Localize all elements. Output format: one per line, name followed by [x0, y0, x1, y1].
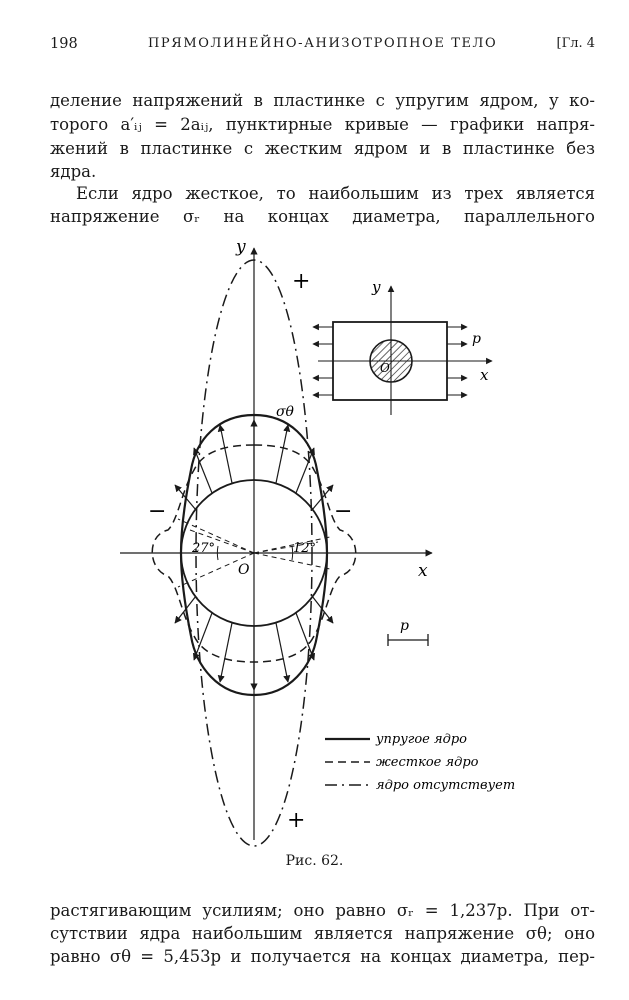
- inset-plate: [313, 278, 492, 415]
- minus-sign-left: −: [148, 499, 167, 524]
- inset-origin-label: O: [380, 361, 390, 375]
- legend-label-rigid: жесткое ядро: [376, 755, 479, 770]
- text-line: торого a′ᵢⱼ = 2aᵢⱼ, пунктирные кривые — графики напря-: [50, 115, 595, 134]
- plus-sign-bottom: +: [287, 808, 306, 833]
- figure-62: [0, 230, 629, 850]
- text-line: жений в пластинке с жестким ядром и в пластинке без: [50, 139, 595, 158]
- sigma-theta-label: σθ: [276, 404, 294, 420]
- legend: [325, 732, 515, 793]
- figure-caption: Рис. 62.: [285, 853, 344, 869]
- legend-label-elastic: упругое ядро: [376, 732, 467, 747]
- origin-label: O: [238, 562, 250, 578]
- text-line: растягивающим усилиям; оно равно σᵣ = 1,237p. При от-: [50, 901, 595, 920]
- inset-load-label: p: [472, 331, 481, 347]
- angle-right-label: 12°: [293, 541, 317, 556]
- angle-left-label: 27°: [192, 541, 216, 556]
- minus-sign-right: −: [334, 499, 353, 524]
- text-line: равно σθ = 5,453p и получается на концах диаметра, пер-: [50, 947, 595, 966]
- text-line: напряжение σᵣ на концах диаметра, параллельного: [50, 207, 595, 226]
- text-line: ядра.: [50, 162, 97, 181]
- inset-axis-y-label: y: [372, 278, 381, 296]
- text-line: сутствии ядра наибольшим является напряжение σθ; оно: [50, 924, 595, 943]
- text-line: Если ядро жесткое, то наибольшим из трех является: [76, 184, 595, 203]
- plus-sign-top: +: [292, 269, 311, 294]
- page-number: 198: [50, 36, 78, 52]
- inset-axis-x-label: x: [480, 366, 489, 384]
- axis-x-label: x: [418, 561, 428, 581]
- axis-y-label: y: [236, 237, 246, 257]
- scale-label: p: [400, 618, 409, 634]
- legend-label-none: ядро отсутствует: [376, 778, 516, 793]
- chapter-marker: [Гл. 4: [556, 36, 595, 51]
- page-header: [50, 36, 595, 58]
- running-title: ПРЯМОЛИНЕЙНО-АНИЗОТРОПНОЕ ТЕЛО: [148, 36, 498, 51]
- text-line: деление напряжений в пластинке с упругим ядром, у ко-: [50, 91, 595, 110]
